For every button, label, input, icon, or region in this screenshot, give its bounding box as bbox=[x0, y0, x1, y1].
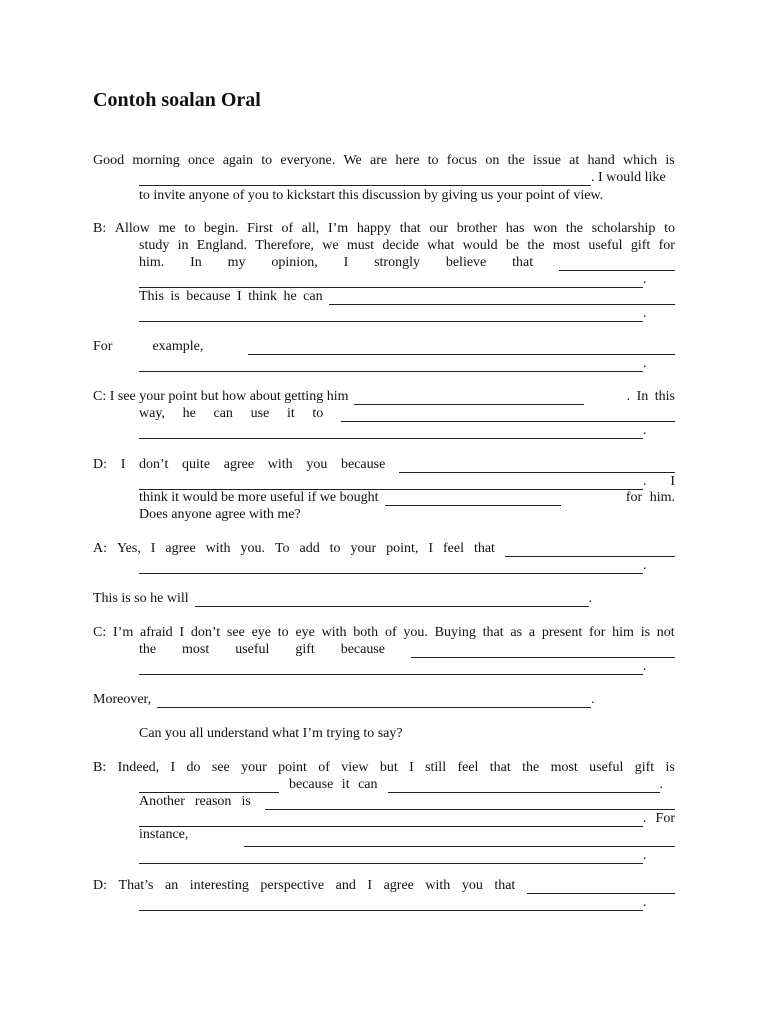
answer-blank[interactable] bbox=[139, 274, 643, 288]
b1-line-4: . bbox=[139, 271, 647, 288]
d2-line-2: . bbox=[139, 894, 647, 911]
c1-line-2: way, he can use it to bbox=[139, 405, 675, 422]
answer-blank[interactable] bbox=[139, 308, 643, 322]
answer-blank[interactable] bbox=[195, 593, 589, 607]
answer-blank[interactable] bbox=[385, 492, 561, 506]
d1-line-4: Does anyone agree with me? bbox=[139, 507, 301, 522]
b2-line-1: B: Indeed, I do see your point of view but I still feel that the most useful gift is bbox=[93, 760, 675, 775]
answer-blank[interactable] bbox=[388, 779, 660, 793]
intro-line-1: Good morning once again to everyone. We are here to focus on the issue at hand which is bbox=[93, 153, 675, 168]
answer-blank[interactable] bbox=[139, 425, 643, 439]
c2-line-2: the most useful gift because bbox=[139, 641, 675, 658]
answer-blank[interactable] bbox=[248, 341, 675, 355]
answer-blank[interactable] bbox=[354, 391, 584, 405]
c1-line-3: . bbox=[139, 422, 647, 439]
answer-blank[interactable] bbox=[139, 560, 643, 574]
answer-blank[interactable] bbox=[341, 408, 675, 422]
answer-blank[interactable] bbox=[559, 257, 675, 271]
b2-line-3: Another reason is bbox=[139, 793, 675, 810]
d1-line-1: D: I don’t quite agree with you because bbox=[93, 456, 675, 473]
b2-line-4: . For bbox=[139, 810, 675, 827]
d1-line-2: . I bbox=[139, 473, 675, 490]
b1-line-1: B: Allow me to begin. First of all, I’m happy that our brother has won the scholarship to bbox=[93, 221, 675, 236]
a1-line-2: . bbox=[139, 557, 647, 574]
answer-blank[interactable] bbox=[329, 291, 675, 305]
answer-blank[interactable] bbox=[139, 813, 643, 827]
answer-blank[interactable] bbox=[139, 476, 643, 490]
b1-line-6: . bbox=[139, 305, 647, 322]
b1-line-3: him. In my opinion, I strongly believe that bbox=[139, 254, 675, 271]
d1-line-3: think it would be more useful if we bought for him. bbox=[139, 490, 675, 505]
answer-blank[interactable] bbox=[139, 779, 279, 793]
for-example-line-2: . bbox=[139, 355, 647, 372]
answer-blank[interactable] bbox=[139, 850, 643, 864]
answer-blank[interactable] bbox=[265, 796, 675, 810]
d2-line-1: D: That’s an interesting perspective and I agree with you that bbox=[93, 877, 675, 894]
answer-blank[interactable] bbox=[399, 459, 675, 473]
answer-blank[interactable] bbox=[139, 897, 643, 911]
intro-line-3: to invite anyone of you to kickstart this discussion by giving us your point of view. bbox=[139, 188, 604, 203]
understand-line: Can you all understand what I’m trying to say? bbox=[139, 726, 403, 741]
intro-line-2: . I would like bbox=[139, 169, 675, 186]
answer-blank[interactable] bbox=[505, 543, 675, 557]
c2-line-1: C: I’m afraid I don’t see eye to eye with both of you. Buying that as a present for him is not bbox=[93, 625, 675, 640]
answer-blank[interactable] bbox=[411, 644, 675, 658]
answer-blank[interactable] bbox=[157, 694, 591, 708]
answer-blank[interactable] bbox=[244, 833, 675, 847]
b1-line-2: study in England. Therefore, we must decide what would be the most useful gift for bbox=[139, 238, 675, 253]
page-title: Contoh soalan Oral bbox=[93, 89, 261, 111]
c2-line-3: . bbox=[139, 658, 647, 675]
answer-blank[interactable] bbox=[139, 358, 643, 372]
answer-blank[interactable] bbox=[139, 661, 643, 675]
moreover-line: Moreover, . bbox=[93, 692, 595, 707]
a1-line-1: A: Yes, I agree with you. To add to your point, I feel that bbox=[93, 540, 675, 557]
b1-line-5: This is because I think he can bbox=[139, 288, 675, 305]
so-he-will-line: This is so he will . bbox=[93, 591, 593, 606]
b2-line-6: . bbox=[139, 847, 647, 864]
b2-line-5: instance, bbox=[139, 826, 675, 843]
answer-blank[interactable] bbox=[527, 880, 675, 894]
answer-blank[interactable] bbox=[139, 172, 591, 186]
c1-line-1: C: I see your point but how about getting him . In this bbox=[93, 389, 675, 404]
b2-line-2: because it can . bbox=[139, 776, 675, 793]
for-example-line-1: For example, bbox=[93, 338, 675, 355]
